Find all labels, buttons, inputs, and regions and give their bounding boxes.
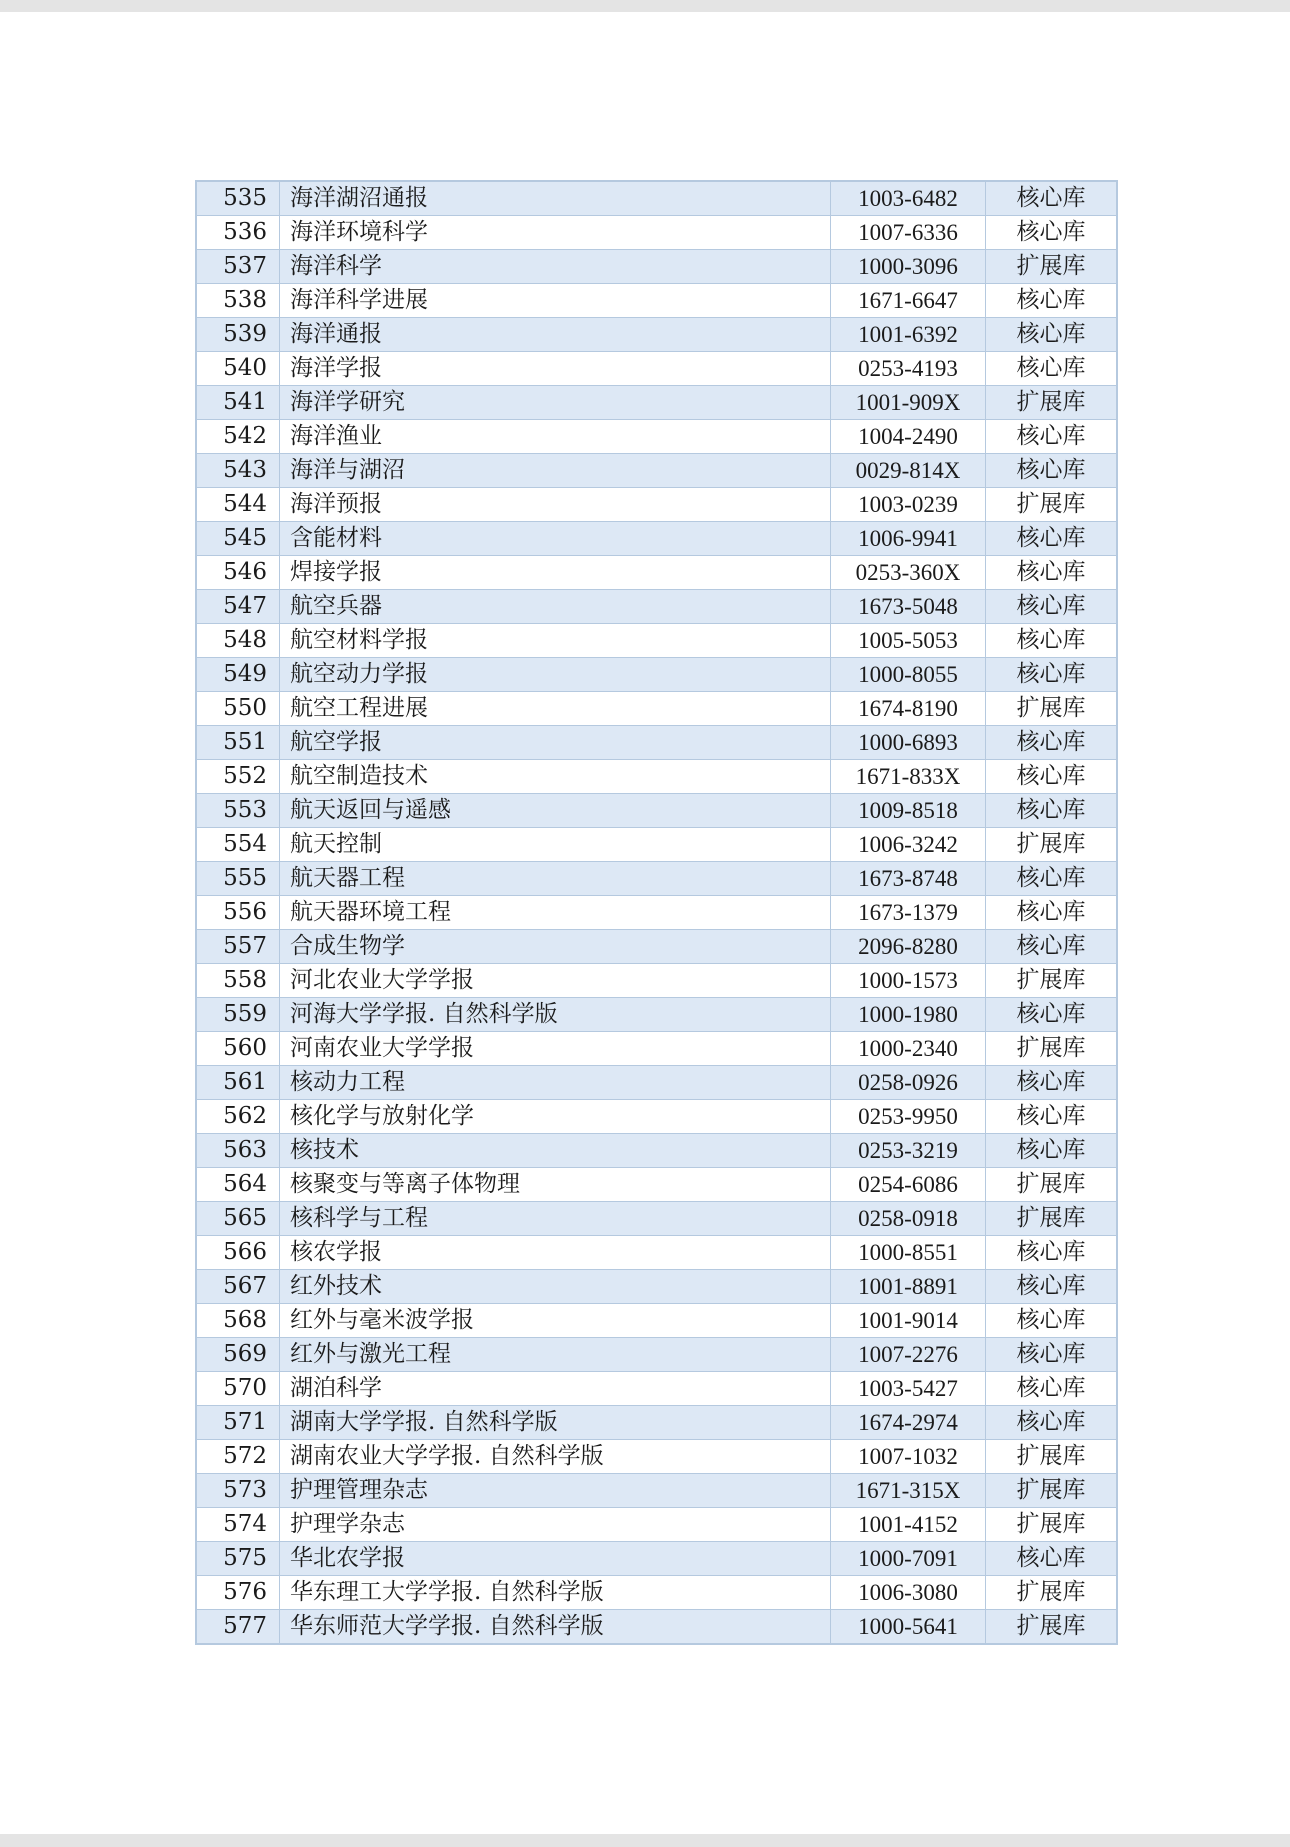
row-number-cell: 537 bbox=[196, 250, 280, 284]
library-type-cell: 核心库 bbox=[986, 318, 1118, 352]
journal-name-cell: 航天控制 bbox=[280, 828, 831, 862]
issn-cell: 1006-3080 bbox=[831, 1576, 986, 1610]
issn-cell: 1000-2340 bbox=[831, 1032, 986, 1066]
journal-name-cell: 航天返回与遥感 bbox=[280, 794, 831, 828]
journal-name-cell: 华北农学报 bbox=[280, 1542, 831, 1576]
issn-cell: 1006-9941 bbox=[831, 522, 986, 556]
library-type-cell: 核心库 bbox=[986, 1066, 1118, 1100]
table-row bbox=[196, 1440, 1117, 1474]
journal-name-cell: 湖泊科学 bbox=[280, 1372, 831, 1406]
table-row bbox=[196, 1576, 1117, 1610]
table-row bbox=[196, 1270, 1117, 1304]
journal-name-cell: 航空动力学报 bbox=[280, 658, 831, 692]
library-type-cell: 核心库 bbox=[986, 522, 1118, 556]
table-row bbox=[196, 862, 1117, 896]
table-row bbox=[196, 1372, 1117, 1406]
table-row bbox=[196, 726, 1117, 760]
library-type-cell: 扩展库 bbox=[986, 964, 1118, 998]
table-row bbox=[196, 1202, 1117, 1236]
table-row bbox=[196, 1032, 1117, 1066]
row-number-cell: 545 bbox=[196, 522, 280, 556]
row-number-cell: 557 bbox=[196, 930, 280, 964]
library-type-cell: 扩展库 bbox=[986, 1474, 1118, 1508]
row-number-cell: 574 bbox=[196, 1508, 280, 1542]
document-page bbox=[0, 12, 1290, 1834]
row-number-cell: 535 bbox=[196, 181, 280, 216]
journal-name-cell: 湖南大学学报. 自然科学版 bbox=[280, 1406, 831, 1440]
issn-cell: 1001-8891 bbox=[831, 1270, 986, 1304]
issn-cell: 1003-0239 bbox=[831, 488, 986, 522]
library-type-cell: 核心库 bbox=[986, 1270, 1118, 1304]
row-number-cell: 563 bbox=[196, 1134, 280, 1168]
journal-name-cell: 焊接学报 bbox=[280, 556, 831, 590]
issn-cell: 1009-8518 bbox=[831, 794, 986, 828]
table-row bbox=[196, 522, 1117, 556]
library-type-cell: 核心库 bbox=[986, 420, 1118, 454]
row-number-cell: 542 bbox=[196, 420, 280, 454]
library-type-cell: 核心库 bbox=[986, 1236, 1118, 1270]
journal-name-cell: 海洋科学 bbox=[280, 250, 831, 284]
table-row bbox=[196, 318, 1117, 352]
row-number-cell: 550 bbox=[196, 692, 280, 726]
table-row bbox=[196, 1474, 1117, 1508]
journal-name-cell: 红外与毫米波学报 bbox=[280, 1304, 831, 1338]
journal-name-cell: 河南农业大学学报 bbox=[280, 1032, 831, 1066]
journal-name-cell: 海洋渔业 bbox=[280, 420, 831, 454]
library-type-cell: 核心库 bbox=[986, 1542, 1118, 1576]
table-row bbox=[196, 1066, 1117, 1100]
journal-name-cell: 海洋学研究 bbox=[280, 386, 831, 420]
issn-cell: 0253-4193 bbox=[831, 352, 986, 386]
journal-name-cell: 航空兵器 bbox=[280, 590, 831, 624]
row-number-cell: 538 bbox=[196, 284, 280, 318]
table-row bbox=[196, 250, 1117, 284]
table-row bbox=[196, 692, 1117, 726]
library-type-cell: 核心库 bbox=[986, 896, 1118, 930]
library-type-cell: 核心库 bbox=[986, 624, 1118, 658]
issn-cell: 1673-8748 bbox=[831, 862, 986, 896]
row-number-cell: 562 bbox=[196, 1100, 280, 1134]
journal-name-cell: 核化学与放射化学 bbox=[280, 1100, 831, 1134]
journal-name-cell: 航天器环境工程 bbox=[280, 896, 831, 930]
library-type-cell: 核心库 bbox=[986, 1338, 1118, 1372]
row-number-cell: 569 bbox=[196, 1338, 280, 1372]
row-number-cell: 564 bbox=[196, 1168, 280, 1202]
library-type-cell: 核心库 bbox=[986, 1372, 1118, 1406]
row-number-cell: 544 bbox=[196, 488, 280, 522]
issn-cell: 1671-315X bbox=[831, 1474, 986, 1508]
issn-cell: 1003-6482 bbox=[831, 181, 986, 216]
journal-name-cell: 航天器工程 bbox=[280, 862, 831, 896]
library-type-cell: 核心库 bbox=[986, 726, 1118, 760]
journal-table-body bbox=[196, 181, 1117, 1644]
row-number-cell: 551 bbox=[196, 726, 280, 760]
library-type-cell: 核心库 bbox=[986, 284, 1118, 318]
library-type-cell: 扩展库 bbox=[986, 1508, 1118, 1542]
library-type-cell: 核心库 bbox=[986, 1100, 1118, 1134]
table-row bbox=[196, 1508, 1117, 1542]
table-row bbox=[196, 998, 1117, 1032]
journal-name-cell: 核技术 bbox=[280, 1134, 831, 1168]
journal-name-cell: 红外与激光工程 bbox=[280, 1338, 831, 1372]
journal-name-cell: 核聚变与等离子体物理 bbox=[280, 1168, 831, 1202]
table-row bbox=[196, 488, 1117, 522]
issn-cell: 0253-360X bbox=[831, 556, 986, 590]
library-type-cell: 扩展库 bbox=[986, 488, 1118, 522]
journal-name-cell: 河海大学学报. 自然科学版 bbox=[280, 998, 831, 1032]
journal-name-cell: 航空工程进展 bbox=[280, 692, 831, 726]
table-row bbox=[196, 386, 1117, 420]
library-type-cell: 扩展库 bbox=[986, 692, 1118, 726]
library-type-cell: 核心库 bbox=[986, 930, 1118, 964]
journal-name-cell: 合成生物学 bbox=[280, 930, 831, 964]
library-type-cell: 核心库 bbox=[986, 1134, 1118, 1168]
issn-cell: 0258-0926 bbox=[831, 1066, 986, 1100]
journal-name-cell: 河北农业大学学报 bbox=[280, 964, 831, 998]
journal-table bbox=[195, 180, 1118, 1645]
journal-name-cell: 核科学与工程 bbox=[280, 1202, 831, 1236]
issn-cell: 1673-5048 bbox=[831, 590, 986, 624]
row-number-cell: 575 bbox=[196, 1542, 280, 1576]
row-number-cell: 568 bbox=[196, 1304, 280, 1338]
table-row bbox=[196, 1236, 1117, 1270]
issn-cell: 1000-7091 bbox=[831, 1542, 986, 1576]
journal-name-cell: 湖南农业大学学报. 自然科学版 bbox=[280, 1440, 831, 1474]
row-number-cell: 570 bbox=[196, 1372, 280, 1406]
row-number-cell: 572 bbox=[196, 1440, 280, 1474]
issn-cell: 1005-5053 bbox=[831, 624, 986, 658]
journal-name-cell: 核农学报 bbox=[280, 1236, 831, 1270]
issn-cell: 1001-4152 bbox=[831, 1508, 986, 1542]
library-type-cell: 核心库 bbox=[986, 862, 1118, 896]
issn-cell: 1007-6336 bbox=[831, 216, 986, 250]
issn-cell: 1671-833X bbox=[831, 760, 986, 794]
row-number-cell: 561 bbox=[196, 1066, 280, 1100]
table-row bbox=[196, 216, 1117, 250]
row-number-cell: 565 bbox=[196, 1202, 280, 1236]
journal-name-cell: 航空材料学报 bbox=[280, 624, 831, 658]
table-row bbox=[196, 964, 1117, 998]
table-row bbox=[196, 454, 1117, 488]
issn-cell: 1674-2974 bbox=[831, 1406, 986, 1440]
row-number-cell: 560 bbox=[196, 1032, 280, 1066]
row-number-cell: 540 bbox=[196, 352, 280, 386]
issn-cell: 2096-8280 bbox=[831, 930, 986, 964]
issn-cell: 1001-9014 bbox=[831, 1304, 986, 1338]
row-number-cell: 577 bbox=[196, 1610, 280, 1645]
library-type-cell: 核心库 bbox=[986, 216, 1118, 250]
table-row bbox=[196, 1134, 1117, 1168]
issn-cell: 1001-909X bbox=[831, 386, 986, 420]
library-type-cell: 核心库 bbox=[986, 556, 1118, 590]
table-row bbox=[196, 1406, 1117, 1440]
row-number-cell: 571 bbox=[196, 1406, 280, 1440]
library-type-cell: 扩展库 bbox=[986, 1576, 1118, 1610]
issn-cell: 1000-1980 bbox=[831, 998, 986, 1032]
issn-cell: 1673-1379 bbox=[831, 896, 986, 930]
library-type-cell: 核心库 bbox=[986, 760, 1118, 794]
row-number-cell: 549 bbox=[196, 658, 280, 692]
issn-cell: 1007-2276 bbox=[831, 1338, 986, 1372]
issn-cell: 1000-3096 bbox=[831, 250, 986, 284]
library-type-cell: 核心库 bbox=[986, 352, 1118, 386]
library-type-cell: 核心库 bbox=[986, 454, 1118, 488]
journal-name-cell: 海洋与湖沼 bbox=[280, 454, 831, 488]
table-row bbox=[196, 1338, 1117, 1372]
row-number-cell: 554 bbox=[196, 828, 280, 862]
journal-name-cell: 华东师范大学学报. 自然科学版 bbox=[280, 1610, 831, 1645]
row-number-cell: 546 bbox=[196, 556, 280, 590]
journal-name-cell: 海洋科学进展 bbox=[280, 284, 831, 318]
table-row bbox=[196, 1168, 1117, 1202]
library-type-cell: 核心库 bbox=[986, 181, 1118, 216]
issn-cell: 1000-8055 bbox=[831, 658, 986, 692]
row-number-cell: 567 bbox=[196, 1270, 280, 1304]
row-number-cell: 543 bbox=[196, 454, 280, 488]
library-type-cell: 核心库 bbox=[986, 998, 1118, 1032]
library-type-cell: 核心库 bbox=[986, 658, 1118, 692]
table-row bbox=[196, 760, 1117, 794]
table-row bbox=[196, 828, 1117, 862]
row-number-cell: 556 bbox=[196, 896, 280, 930]
library-type-cell: 扩展库 bbox=[986, 386, 1118, 420]
issn-cell: 0254-6086 bbox=[831, 1168, 986, 1202]
issn-cell: 1000-5641 bbox=[831, 1610, 986, 1645]
library-type-cell: 核心库 bbox=[986, 590, 1118, 624]
library-type-cell: 扩展库 bbox=[986, 828, 1118, 862]
issn-cell: 1007-1032 bbox=[831, 1440, 986, 1474]
journal-name-cell: 含能材料 bbox=[280, 522, 831, 556]
issn-cell: 0258-0918 bbox=[831, 1202, 986, 1236]
row-number-cell: 566 bbox=[196, 1236, 280, 1270]
journal-name-cell: 海洋环境科学 bbox=[280, 216, 831, 250]
journal-name-cell: 航空制造技术 bbox=[280, 760, 831, 794]
row-number-cell: 559 bbox=[196, 998, 280, 1032]
row-number-cell: 558 bbox=[196, 964, 280, 998]
table-row bbox=[196, 896, 1117, 930]
issn-cell: 1671-6647 bbox=[831, 284, 986, 318]
row-number-cell: 552 bbox=[196, 760, 280, 794]
row-number-cell: 576 bbox=[196, 1576, 280, 1610]
table-row bbox=[196, 352, 1117, 386]
issn-cell: 1000-6893 bbox=[831, 726, 986, 760]
table-row bbox=[196, 420, 1117, 454]
library-type-cell: 核心库 bbox=[986, 794, 1118, 828]
issn-cell: 1003-5427 bbox=[831, 1372, 986, 1406]
library-type-cell: 扩展库 bbox=[986, 1610, 1118, 1645]
issn-cell: 0253-9950 bbox=[831, 1100, 986, 1134]
row-number-cell: 573 bbox=[196, 1474, 280, 1508]
row-number-cell: 536 bbox=[196, 216, 280, 250]
journal-name-cell: 海洋通报 bbox=[280, 318, 831, 352]
issn-cell: 1000-8551 bbox=[831, 1236, 986, 1270]
journal-name-cell: 航空学报 bbox=[280, 726, 831, 760]
row-number-cell: 547 bbox=[196, 590, 280, 624]
table-row bbox=[196, 794, 1117, 828]
journal-name-cell: 华东理工大学学报. 自然科学版 bbox=[280, 1576, 831, 1610]
table-row bbox=[196, 1100, 1117, 1134]
table-row bbox=[196, 930, 1117, 964]
table-row bbox=[196, 284, 1117, 318]
table-row bbox=[196, 556, 1117, 590]
library-type-cell: 核心库 bbox=[986, 1304, 1118, 1338]
library-type-cell: 核心库 bbox=[986, 1406, 1118, 1440]
table-row bbox=[196, 624, 1117, 658]
issn-cell: 1001-6392 bbox=[831, 318, 986, 352]
issn-cell: 1674-8190 bbox=[831, 692, 986, 726]
row-number-cell: 555 bbox=[196, 862, 280, 896]
library-type-cell: 扩展库 bbox=[986, 250, 1118, 284]
journal-name-cell: 海洋学报 bbox=[280, 352, 831, 386]
journal-name-cell: 核动力工程 bbox=[280, 1066, 831, 1100]
row-number-cell: 541 bbox=[196, 386, 280, 420]
table-row bbox=[196, 658, 1117, 692]
journal-name-cell: 海洋预报 bbox=[280, 488, 831, 522]
table-row bbox=[196, 590, 1117, 624]
issn-cell: 1000-1573 bbox=[831, 964, 986, 998]
journal-name-cell: 护理学杂志 bbox=[280, 1508, 831, 1542]
table-row bbox=[196, 181, 1117, 216]
row-number-cell: 553 bbox=[196, 794, 280, 828]
journal-name-cell: 护理管理杂志 bbox=[280, 1474, 831, 1508]
library-type-cell: 扩展库 bbox=[986, 1032, 1118, 1066]
table-row bbox=[196, 1304, 1117, 1338]
issn-cell: 0029-814X bbox=[831, 454, 986, 488]
journal-name-cell: 红外技术 bbox=[280, 1270, 831, 1304]
library-type-cell: 扩展库 bbox=[986, 1440, 1118, 1474]
journal-name-cell: 海洋湖沼通报 bbox=[280, 181, 831, 216]
row-number-cell: 539 bbox=[196, 318, 280, 352]
table-row bbox=[196, 1542, 1117, 1576]
library-type-cell: 扩展库 bbox=[986, 1202, 1118, 1236]
row-number-cell: 548 bbox=[196, 624, 280, 658]
library-type-cell: 扩展库 bbox=[986, 1168, 1118, 1202]
issn-cell: 0253-3219 bbox=[831, 1134, 986, 1168]
table-row bbox=[196, 1610, 1117, 1645]
issn-cell: 1004-2490 bbox=[831, 420, 986, 454]
issn-cell: 1006-3242 bbox=[831, 828, 986, 862]
